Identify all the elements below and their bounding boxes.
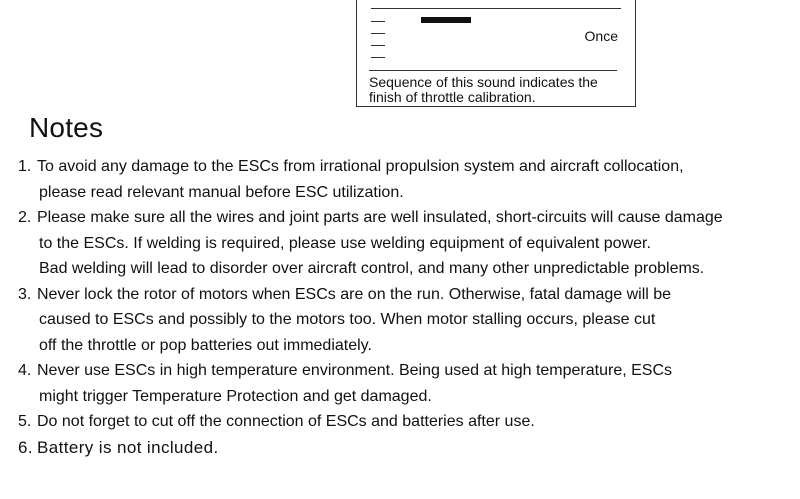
note-line: might trigger Temperature Protection and get damaged.: [39, 387, 432, 405]
note-number: 4.: [18, 362, 32, 379]
note-line: Never use ESCs in high temperature environment. Being used at high temperature, ESCs: [37, 362, 672, 379]
note-line: to the ESCs. If welding is required, please use welding equipment of equivalent power.: [39, 234, 651, 252]
note-line: Bad welding will lead to disorder over aircraft control, and many other unpredictable problems.: [39, 260, 705, 277]
caption-divider: [369, 70, 617, 71]
note-line: please read relevant manual before ESC utilization.: [39, 183, 404, 201]
sound-duration: Once: [584, 28, 618, 44]
beep-short-dash: [371, 33, 385, 34]
notes-heading: Notes: [29, 112, 104, 143]
note-number: 1.: [18, 158, 32, 175]
note-line: off the throttle or pop batteries out immediately.: [39, 336, 372, 354]
note-item: [18, 358, 793, 409]
note-line: Never lock the rotor of motors when ESCs are on the run. Otherwise, fatal damage will be: [37, 285, 672, 303]
beep-long-bar: [421, 17, 471, 23]
note-line: To avoid any damage to the ESCs from irrational propulsion system and aircraft collocation,: [37, 158, 684, 175]
sound-sequence-box: [356, 0, 636, 107]
caption-line: finish of throttle calibration.: [369, 89, 536, 105]
caption-line: Sequence of this sound indicates the: [369, 74, 598, 90]
note-line: Please make sure all the wires and joint parts are well insulated, short-circuits will cause damage: [37, 209, 723, 226]
note-number: 5.: [18, 413, 32, 430]
table-divider: [371, 8, 621, 9]
note-item: [18, 205, 793, 282]
note-item: [18, 282, 793, 359]
note-line: caused to ESCs and possibly to the motors too. When motor stalling occurs, please cut: [39, 311, 656, 328]
note-number: 2.: [18, 209, 32, 226]
sound-caption: [369, 75, 631, 105]
note-number: 6.: [18, 437, 33, 457]
note-line: Do not forget to cut off the connection of ESCs and batteries after use.: [37, 413, 535, 430]
note-item: [18, 154, 793, 205]
beep-short-dash: [371, 21, 385, 22]
beep-short-dash: [371, 57, 385, 58]
note-number: 3.: [18, 285, 32, 303]
note-item: [18, 409, 793, 435]
beep-short-dash: [371, 45, 385, 46]
note-line: Battery is not included.: [37, 437, 219, 457]
notes-list: [18, 154, 793, 460]
note-item: [18, 435, 793, 461]
